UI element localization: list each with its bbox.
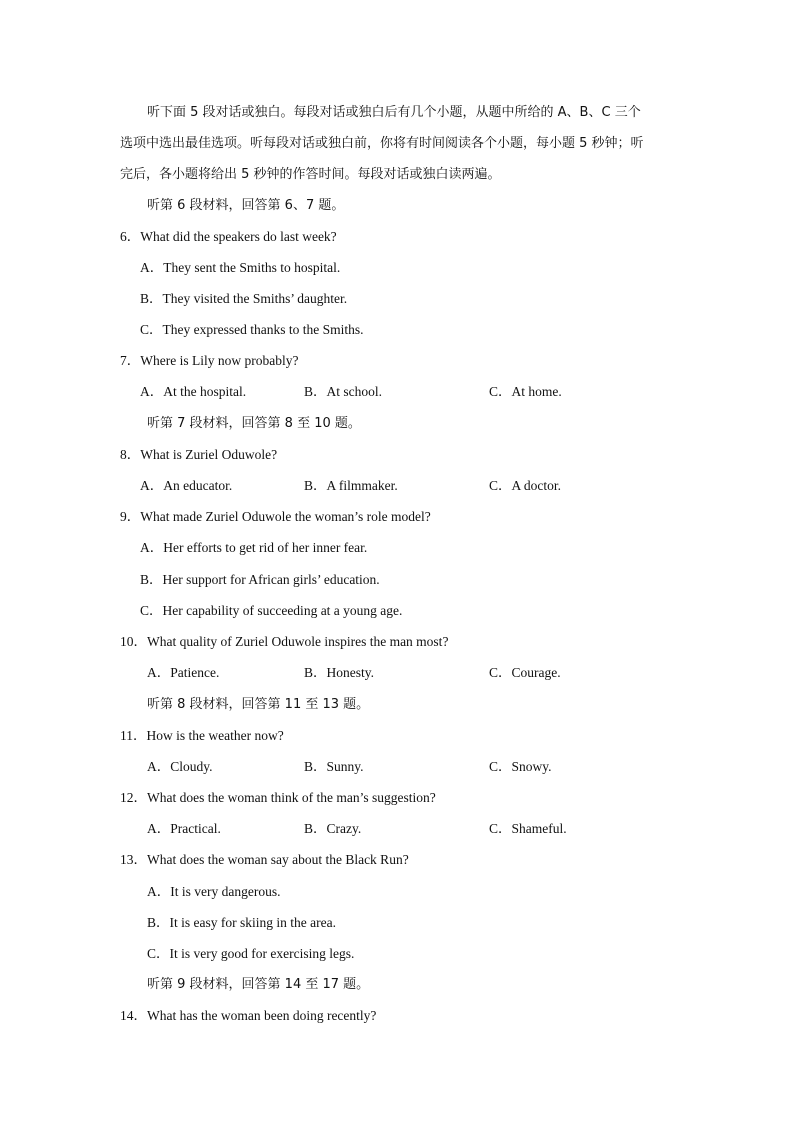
question-7: 7．Where is Lily now probably? xyxy=(120,353,299,368)
question-6-option-c: C．They expressed thanks to the Smiths. xyxy=(140,322,364,337)
question-7-option-b: B．At school. xyxy=(304,384,383,399)
question-9: 9．What made Zuriel Oduwole the woman’s role model? xyxy=(120,509,431,524)
question-12-option-a: A．Practical. xyxy=(147,821,221,836)
question-9-option-a: A．Her efforts to get rid of her inner fear. xyxy=(140,540,368,555)
section-heading-7: 听第 7 段材料，回答第 8 至 10 题。 xyxy=(147,416,361,431)
section-heading-6: 听第 6 段材料，回答第 6、7 题。 xyxy=(147,198,345,213)
question-13-option-a: A．It is very dangerous. xyxy=(147,884,281,899)
question-9-option-c: C．Her capability of succeeding at a young age. xyxy=(140,603,403,618)
question-12-option-c: C．Shameful. xyxy=(489,821,567,836)
instructions-line-3: 完后，各小题将给出 5 秒钟的作答时间。每段对话或独白读两遍。 xyxy=(120,167,501,182)
question-13-option-c: C．It is very good for exercising legs. xyxy=(147,946,355,961)
question-13-option-b: B．It is easy for skiing in the area. xyxy=(147,915,336,930)
question-8: 8．What is Zuriel Oduwole? xyxy=(120,447,278,462)
question-10-option-b: B．Honesty. xyxy=(304,665,374,680)
question-8-option-a: A．An educator. xyxy=(140,478,233,493)
question-7-option-a: A．At the hospital. xyxy=(140,384,247,399)
instructions-line-2: 选项中选出最佳选项。听每段对话或独白前，你将有时间阅读各个小题，每小题 5 秒钟；听 xyxy=(120,136,644,151)
question-12: 12．What does the woman think of the man’s suggestion? xyxy=(120,790,436,805)
question-8-option-c: C．A doctor. xyxy=(489,478,562,493)
question-10-option-c: C．Courage. xyxy=(489,665,561,680)
question-14: 14．What has the woman been doing recently? xyxy=(120,1008,377,1023)
question-13: 13．What does the woman say about the Black Run? xyxy=(120,852,409,867)
question-10: 10．What quality of Zuriel Oduwole inspires the man most? xyxy=(120,634,449,649)
question-11-option-a: A．Cloudy. xyxy=(147,759,213,774)
instructions-line-1: 听下面 5 段对话或独白。每段对话或独白后有几个小题，从题中所给的 A、B、C 三个 xyxy=(147,105,641,120)
question-8-option-b: B．A filmmaker. xyxy=(304,478,398,493)
question-11-option-c: C．Snowy. xyxy=(489,759,552,774)
question-11: 11．How is the weather now? xyxy=(120,728,284,743)
section-heading-9: 听第 9 段材料，回答第 14 至 17 题。 xyxy=(147,977,370,992)
question-6-option-b: B．They visited the Smiths’ daughter. xyxy=(140,291,348,306)
question-6-option-a: A．They sent the Smiths to hospital. xyxy=(140,260,341,275)
question-6: 6．What did the speakers do last week? xyxy=(120,229,337,244)
question-10-option-a: A．Patience. xyxy=(147,665,220,680)
question-9-option-b: B．Her support for African girls’ education. xyxy=(140,572,380,587)
question-12-option-b: B．Crazy. xyxy=(304,821,362,836)
question-11-option-b: B．Sunny. xyxy=(304,759,364,774)
section-heading-8: 听第 8 段材料，回答第 11 至 13 题。 xyxy=(147,697,370,712)
question-7-option-c: C．At home. xyxy=(489,384,562,399)
